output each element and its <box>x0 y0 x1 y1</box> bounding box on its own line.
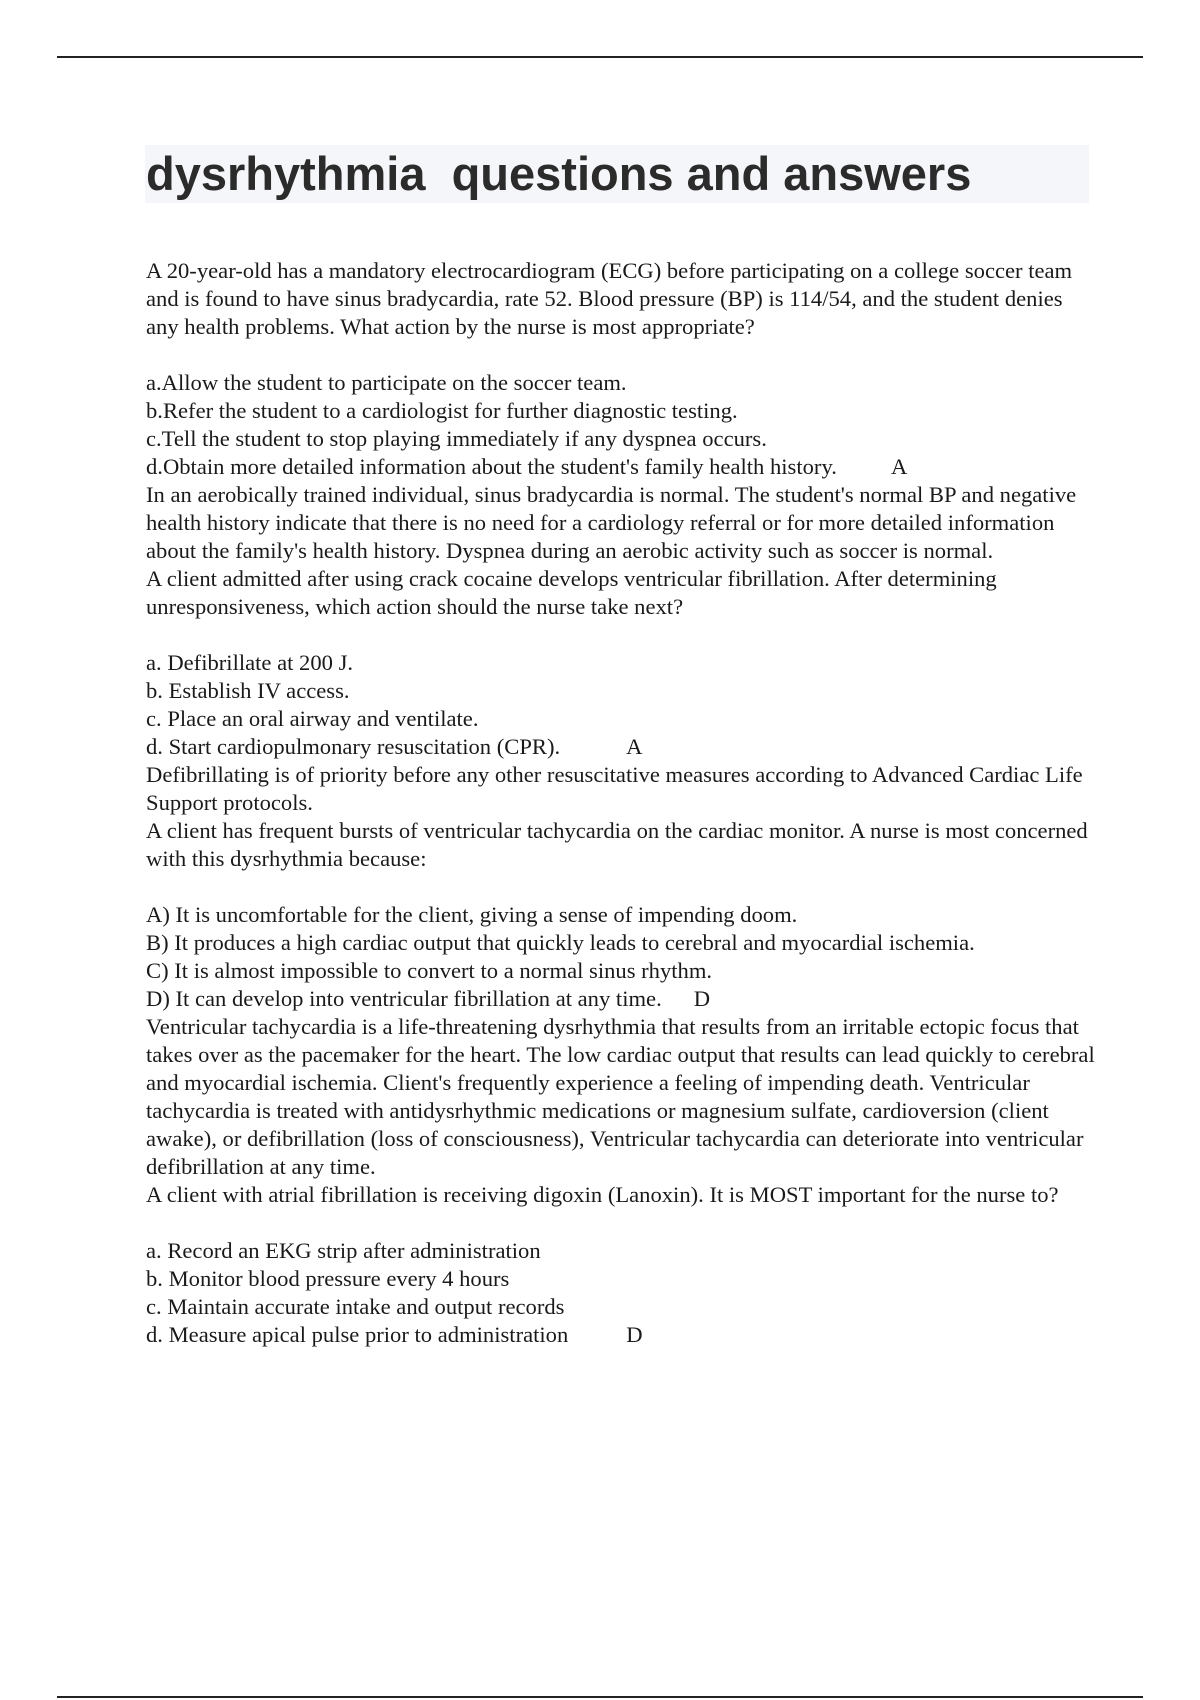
option-c: C) It is almost impossible to convert to a normal sinus rhythm. <box>146 958 713 983</box>
top-rule <box>57 56 1143 58</box>
option-d <box>146 1321 1096 1349</box>
rationale <box>146 761 1096 817</box>
option-c: c.Tell the student to stop playing immediately if any dyspnea occurs. <box>146 426 767 451</box>
option-b: B) It produces a high cardiac output that quickly leads to cerebral and myocardial ischemia. <box>146 930 975 955</box>
correct-answer: A <box>890 454 908 479</box>
question-text: A client with atrial fibrillation is receiving digoxin (Lanoxin). It is MOST important for the nurse to? <box>146 1182 1059 1207</box>
question-block-1 <box>146 257 1096 565</box>
question-stem <box>146 1181 1096 1209</box>
rationale-text: Ventricular tachycardia is a life-threatening dysrhythmia that results from an irritable ectopic focus that takes over as the pacemaker for the heart. The low cardiac output that results can lead quickly to cerebral and myocardial ischemia. Client's frequently experience a feeling of impending death. Ventricular tachycardia is treated with antidysrhythmic medications or magnesium sulfate, cardioversion (client awake), or defibrillation (loss of consciousness), Ventricular tachycardia can deteriorate into ventricular defibrillation at any time. <box>146 1014 1095 1179</box>
answer-options <box>146 1237 1096 1349</box>
answer-options <box>146 901 1096 1013</box>
option-b: b. Establish IV access. <box>146 678 350 703</box>
option-c: c. Maintain accurate intake and output records <box>146 1294 565 1319</box>
option-c: c. Place an oral airway and ventilate. <box>146 706 479 731</box>
answer-options <box>146 649 1096 761</box>
question-text: A client has frequent bursts of ventricular tachycardia on the cardiac monitor. A nurse is most concerned with this dysrhythmia because: <box>146 818 1088 871</box>
page-title: dysrhythmia questions and answers <box>146 147 972 200</box>
rationale-text: In an aerobically trained individual, sinus bradycardia is normal. The student's normal BP and negative health history indicate that there is no need for a cardiology referral or for more detailed information about the family's health history. Dyspnea during an aerobic activity such as soccer is normal. <box>146 482 1077 563</box>
option-b: b.Refer the student to a cardiologist for further diagnostic testing. <box>146 398 738 423</box>
option-a: a. Defibrillate at 200 J. <box>146 650 354 675</box>
option-d-text: d. Start cardiopulmonary resuscitation (CPR). <box>146 734 561 759</box>
option-a: a.Allow the student to participate on the soccer team. <box>146 370 627 395</box>
question-block-4 <box>146 1181 1096 1349</box>
rationale <box>146 1013 1096 1181</box>
correct-answer: D <box>626 1322 643 1347</box>
question-stem <box>146 565 1096 621</box>
correct-answer: D <box>693 986 711 1011</box>
option-d-text: d.Obtain more detailed information about the student's family health history. <box>146 454 837 479</box>
option-b: b. Monitor blood pressure every 4 hours <box>146 1266 510 1291</box>
option-d <box>146 453 1096 481</box>
rationale <box>146 481 1096 565</box>
option-a: a. Record an EKG strip after administration <box>146 1238 541 1263</box>
question-block-2 <box>146 565 1096 817</box>
document-body <box>146 257 1096 1349</box>
question-block-3 <box>146 817 1096 1181</box>
rationale-text: Defibrillating is of priority before any other resuscitative measures according to Advanced Cardiac Life Support protocols. <box>146 762 1083 815</box>
answer-options <box>146 369 1096 481</box>
option-d-text: d. Measure apical pulse prior to administration <box>146 1322 569 1347</box>
option-d <box>146 985 1096 1013</box>
option-a: A) It is uncomfortable for the client, giving a sense of impending doom. <box>146 902 798 927</box>
bottom-rule <box>57 1696 1143 1698</box>
option-d <box>146 733 1096 761</box>
correct-answer: A <box>626 734 643 759</box>
question-text: A 20-year-old has a mandatory electrocardiogram (ECG) before participating on a college soccer team and is found to have sinus bradycardia, rate 52. Blood pressure (BP) is 114/54, and the student denies any health problems. What action by the nurse is most appropriate? <box>146 258 1073 339</box>
question-text: A client admitted after using crack cocaine develops ventricular fibrillation. After determining unresponsiveness, which action should the nurse take next? <box>146 566 997 619</box>
question-stem <box>146 257 1096 341</box>
option-d-text: D) It can develop into ventricular fibrillation at any time. <box>146 986 662 1011</box>
question-stem <box>146 817 1096 873</box>
